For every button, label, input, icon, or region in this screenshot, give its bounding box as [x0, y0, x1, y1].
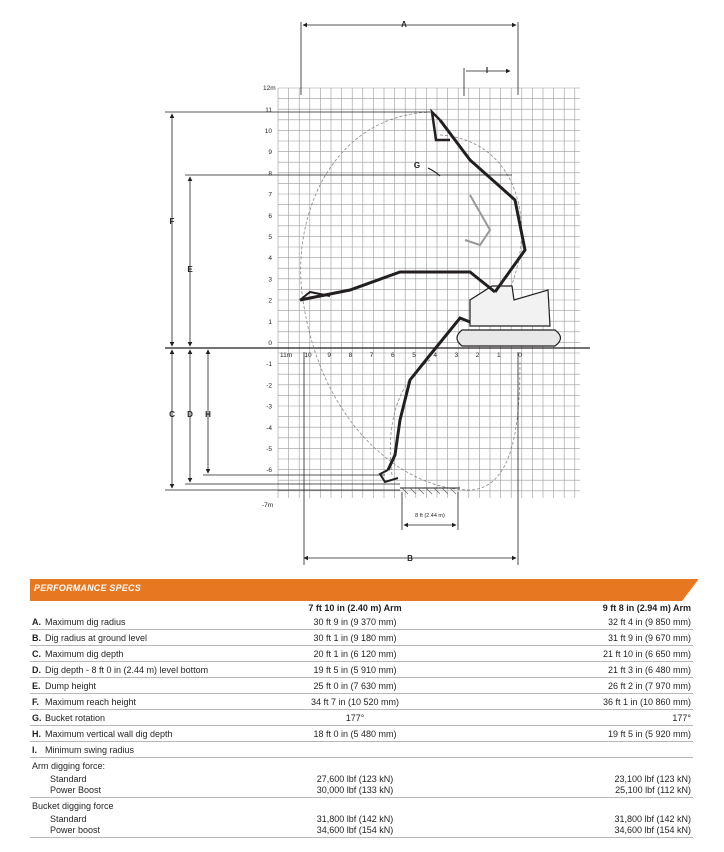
reach-tick-label: 5	[412, 352, 416, 359]
spec-row	[30, 678, 693, 694]
arm-force-boost-short-arm: 30,000 lbf (133 kN)	[251, 784, 459, 798]
performance-specs-banner	[30, 579, 698, 601]
spec-label-text: Dig radius at ground level	[45, 632, 148, 643]
height-scale-bottom-label: -7m	[262, 502, 274, 509]
track-undercarriage	[457, 330, 561, 346]
spec-key: B.	[32, 632, 41, 643]
spec-label	[30, 678, 251, 694]
dim-label-g: G	[413, 161, 421, 170]
arm-force-standard-long-arm: 23,100 lbf (123 kN)	[614, 773, 691, 784]
spec-row	[30, 742, 693, 758]
spec-label-text: Minimum swing radius	[45, 744, 135, 755]
reach-tick-label: 7	[369, 352, 374, 359]
spec-row	[30, 726, 693, 742]
spec-label-text: Bucket rotation	[45, 712, 106, 723]
height-tick-label: 3	[268, 276, 272, 284]
dim-label-a: A	[401, 20, 407, 29]
height-tick-label: 4	[268, 255, 272, 263]
height-tick-label: 7	[268, 191, 272, 199]
spec-key: I.	[32, 744, 38, 755]
spec-value-short-arm: 20 ft 1 in (6 120 mm)	[251, 646, 459, 662]
reach-tick-label: 0	[518, 352, 522, 359]
reach-tick-label: 2	[475, 352, 480, 359]
bucket-force-boost-short-arm: 34,600 lbf (154 kN)	[251, 824, 459, 838]
spec-value-long-arm: 19 ft 5 in (5 920 mm)	[459, 726, 693, 742]
spec-value-short-arm: 30 ft 1 in (9 180 mm)	[251, 630, 459, 646]
spec-key: H.	[32, 728, 41, 739]
spec-value-short-arm: 18 ft 0 in (5 480 mm)	[251, 726, 459, 742]
bucket-force-boost-label: Power boost	[30, 824, 251, 838]
spec-value-long-arm	[459, 742, 693, 758]
bucket-force-standard-short-arm: 31,800 lbf (142 kN)	[316, 813, 394, 824]
dim-label-i: I	[485, 66, 489, 75]
reach-tick-label: 10	[304, 352, 312, 359]
spec-value-short-arm: 25 ft 0 in (7 630 mm)	[251, 678, 459, 694]
header-spacer	[30, 601, 251, 614]
spec-row	[30, 646, 693, 662]
dim-label-c: C	[169, 410, 175, 419]
bucket-force-group-label: Bucket digging force	[32, 800, 114, 811]
arm-force-boost-long-arm: 25,100 lbf (112 kN)	[459, 784, 693, 798]
level-bottom-width-label: 8 ft (2.44 m)	[415, 513, 445, 519]
spec-value-long-arm: 21 ft 10 in (6 650 mm)	[459, 646, 693, 662]
height-tick-label: -4	[266, 424, 272, 432]
height-tick-label: 0	[268, 340, 272, 347]
raised-boom	[440, 120, 525, 292]
spec-label-text: Maximum dig radius	[45, 616, 126, 627]
reach-tick-label: 1	[496, 352, 501, 359]
height-tick-label: 2	[268, 297, 272, 305]
height-tick-label: 6	[268, 212, 272, 220]
reach-scale-start-label: 11m	[280, 352, 293, 359]
spec-label	[30, 662, 251, 678]
column-header-long-arm: 9 ft 8 in (2.94 m) Arm	[602, 603, 691, 613]
bucket-force-standard-label: Standard	[50, 813, 87, 824]
height-tick-label: -6	[266, 467, 272, 475]
height-tick-label: -1	[266, 361, 272, 369]
spec-value-short-arm: 19 ft 5 in (5 910 mm)	[251, 662, 459, 678]
height-tick-label: 11	[265, 106, 272, 114]
height-tick-label: -5	[266, 446, 272, 453]
spec-value-short-arm	[251, 742, 459, 758]
upper-structure	[470, 286, 550, 326]
spec-key: E.	[32, 680, 41, 691]
reference-grid	[278, 88, 580, 498]
arm-force-boost-label: Power Boost	[30, 784, 251, 798]
spec-row	[30, 710, 693, 726]
dim-label-e: E	[187, 265, 193, 274]
spec-value-long-arm: 26 ft 2 in (7 970 mm)	[459, 678, 693, 694]
spec-label	[30, 726, 251, 742]
bucket-force-boost-long-arm: 34,600 lbf (154 kN)	[459, 824, 693, 838]
reach-tick-label: 4	[433, 352, 438, 359]
column-header-short-arm: 7 ft 10 in (2.40 m) Arm	[308, 603, 402, 613]
performance-specs-table	[30, 601, 693, 838]
arm-force-standard-short-arm: 27,600 lbf (123 kN)	[316, 773, 394, 784]
reach-tick-label: 6	[390, 352, 395, 359]
spec-value-long-arm: 32 ft 4 in (9 850 mm)	[459, 614, 693, 630]
spec-label	[30, 710, 251, 726]
spec-key: A.	[32, 616, 41, 627]
height-tick-label: 5	[268, 234, 272, 241]
spec-value-long-arm: 36 ft 1 in (10 860 mm)	[459, 694, 693, 710]
spec-label-text: Dig depth - 8 ft 0 in (2.44 m) level bottom	[45, 664, 209, 675]
height-tick-label: 10	[264, 128, 272, 135]
spec-label	[30, 630, 251, 646]
excavator-silhouette	[300, 112, 561, 482]
spec-label	[30, 614, 251, 630]
spec-row	[30, 630, 693, 646]
spec-key: C.	[32, 648, 41, 659]
spec-label-text: Dump height	[45, 680, 97, 691]
dim-label-b: B	[407, 554, 413, 563]
performance-specs-section	[30, 579, 698, 838]
spec-key: G.	[32, 712, 42, 723]
height-tick-label: 8	[268, 170, 272, 178]
spec-label	[30, 742, 251, 758]
spec-value-long-arm: 21 ft 3 in (6 480 mm)	[459, 662, 693, 678]
spec-key: D.	[32, 664, 41, 675]
spec-key: F.	[32, 696, 40, 707]
spec-row	[30, 694, 693, 710]
spec-value-short-arm: 177°	[251, 710, 459, 726]
spec-label	[30, 646, 251, 662]
spec-label-text: Maximum dig depth	[45, 648, 124, 659]
reach-tick-label: 8	[348, 352, 353, 359]
spec-value-short-arm: 34 ft 7 in (10 520 mm)	[251, 694, 459, 710]
spec-label	[30, 694, 251, 710]
spec-value-long-arm: 31 ft 9 in (9 670 mm)	[459, 630, 693, 646]
bucket-force-standard-long-arm: 31,800 lbf (142 kN)	[614, 813, 691, 824]
spec-value-short-arm: 30 ft 9 in (9 370 mm)	[251, 614, 459, 630]
reach-tick-label: 3	[454, 352, 459, 359]
spec-label-text: Maximum reach height	[45, 696, 137, 707]
height-tick-label: -2	[266, 382, 272, 390]
height-tick-label: 1	[268, 318, 272, 326]
arm-force-standard-label: Standard	[50, 773, 87, 784]
dim-label-f: F	[169, 217, 175, 226]
height-tick-label: -3	[266, 403, 272, 411]
dim-label-h: H	[205, 410, 211, 419]
spec-value-long-arm: 177°	[459, 710, 693, 726]
spec-row	[30, 662, 693, 678]
height-tick-label: 9	[268, 149, 272, 157]
reach-tick-label: 9	[327, 352, 332, 359]
spec-row	[30, 614, 693, 630]
spec-label-text: Maximum vertical wall dig depth	[45, 728, 173, 739]
arm-force-group-label: Arm digging force:	[32, 760, 106, 771]
performance-specs-title: PERFORMANCE SPECS	[34, 583, 141, 593]
height-scale-top-label: 12m	[263, 85, 276, 92]
dim-label-d: D	[187, 410, 193, 419]
